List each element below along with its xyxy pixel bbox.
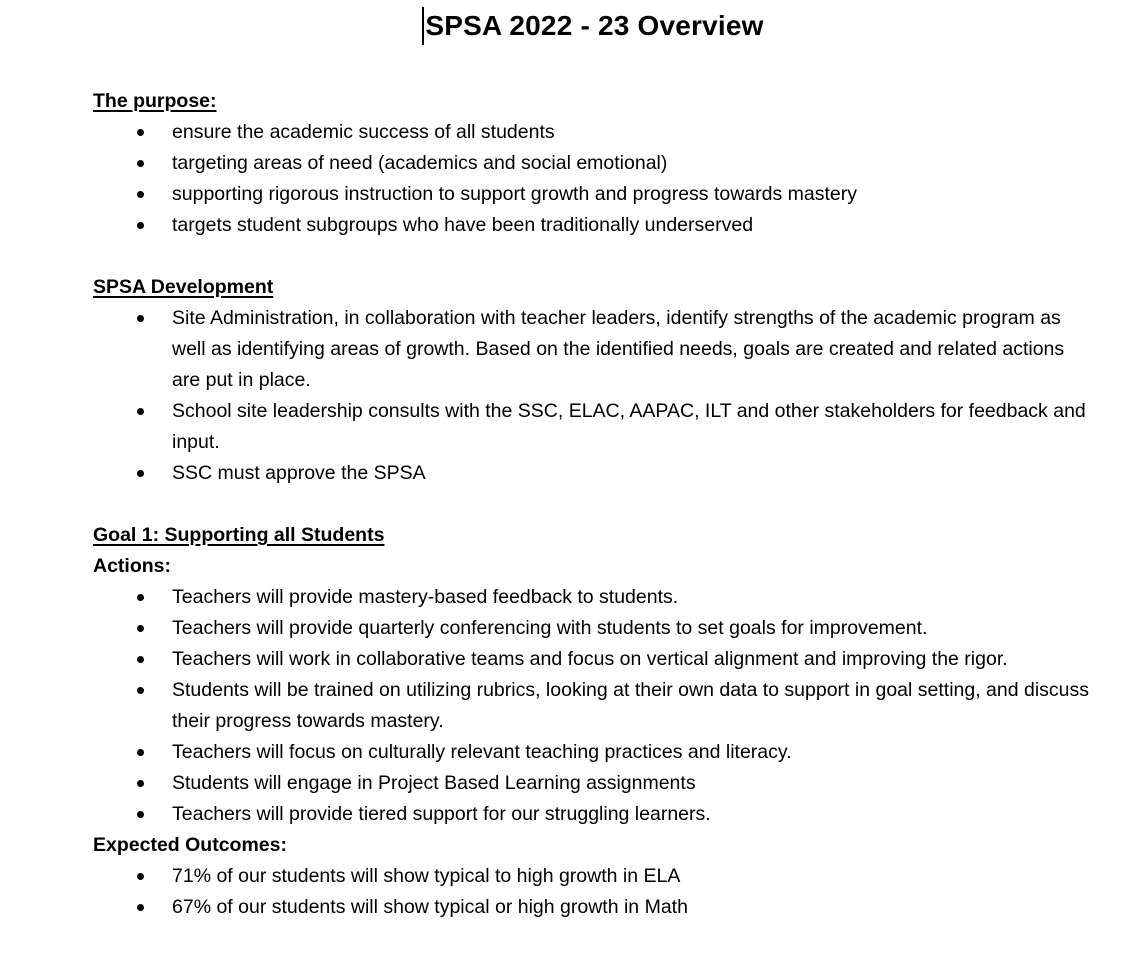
- bullet-item[interactable]: SSC must approve the SPSA: [93, 458, 1093, 489]
- bullet-item[interactable]: School site leadership consults with the SSC, ELAC, AAPAC, ILT and other stakeholders for feedback and input.: [93, 396, 1093, 458]
- bullet-item[interactable]: ensure the academic success of all students: [93, 117, 1093, 148]
- bullet-item[interactable]: Teachers will provide quarterly conferencing with students to set goals for improvement.: [93, 613, 1093, 644]
- purpose-heading[interactable]: The purpose:: [93, 90, 217, 112]
- bullet-item[interactable]: Teachers will provide mastery-based feedback to students.: [93, 582, 1093, 613]
- actions-list: [93, 582, 1093, 830]
- bullet-item[interactable]: 67% of our students will show typical or high growth in Math: [93, 892, 1093, 923]
- purpose-list: [93, 117, 1093, 241]
- development-heading[interactable]: SPSA Development: [93, 276, 274, 298]
- bullet-item[interactable]: Teachers will provide tiered support for our struggling learners.: [93, 799, 1093, 830]
- actions-label[interactable]: Actions:: [93, 555, 171, 577]
- bullet-item[interactable]: Site Administration, in collaboration with teacher leaders, identify strengths of the academic program as well as identifying areas of growth. Based on the identified needs, goals are created and related actions are put in place.: [93, 303, 1093, 396]
- document-title[interactable]: [93, 6, 1093, 46]
- bullet-item[interactable]: supporting rigorous instruction to support growth and progress towards mastery: [93, 179, 1093, 210]
- bullet-item[interactable]: Students will engage in Project Based Learning assignments: [93, 768, 1093, 799]
- bullet-item[interactable]: targeting areas of need (academics and social emotional): [93, 148, 1093, 179]
- document-title-text: SPSA 2022 - 23 Overview: [425, 10, 764, 41]
- bullet-item[interactable]: 71% of our students will show typical to high growth in ELA: [93, 861, 1093, 892]
- section-purpose: [93, 86, 1093, 241]
- bullet-item[interactable]: targets student subgroups who have been traditionally underserved: [93, 210, 1093, 241]
- outcomes-list: [93, 861, 1093, 923]
- bullet-item[interactable]: Teachers will focus on culturally relevant teaching practices and literacy.: [93, 737, 1093, 768]
- development-list: [93, 303, 1093, 489]
- outcomes-label[interactable]: Expected Outcomes:: [93, 834, 287, 856]
- bullet-item[interactable]: Students will be trained on utilizing rubrics, looking at their own data to support in goal setting, and discuss their progress towards mastery.: [93, 675, 1093, 737]
- goal1-heading[interactable]: Goal 1: Supporting all Students: [93, 524, 385, 546]
- text-cursor: [422, 7, 424, 45]
- bullet-item[interactable]: Teachers will work in collaborative teams and focus on vertical alignment and improving the rigor.: [93, 644, 1093, 675]
- section-goal1: [93, 520, 1093, 923]
- section-development: [93, 272, 1093, 489]
